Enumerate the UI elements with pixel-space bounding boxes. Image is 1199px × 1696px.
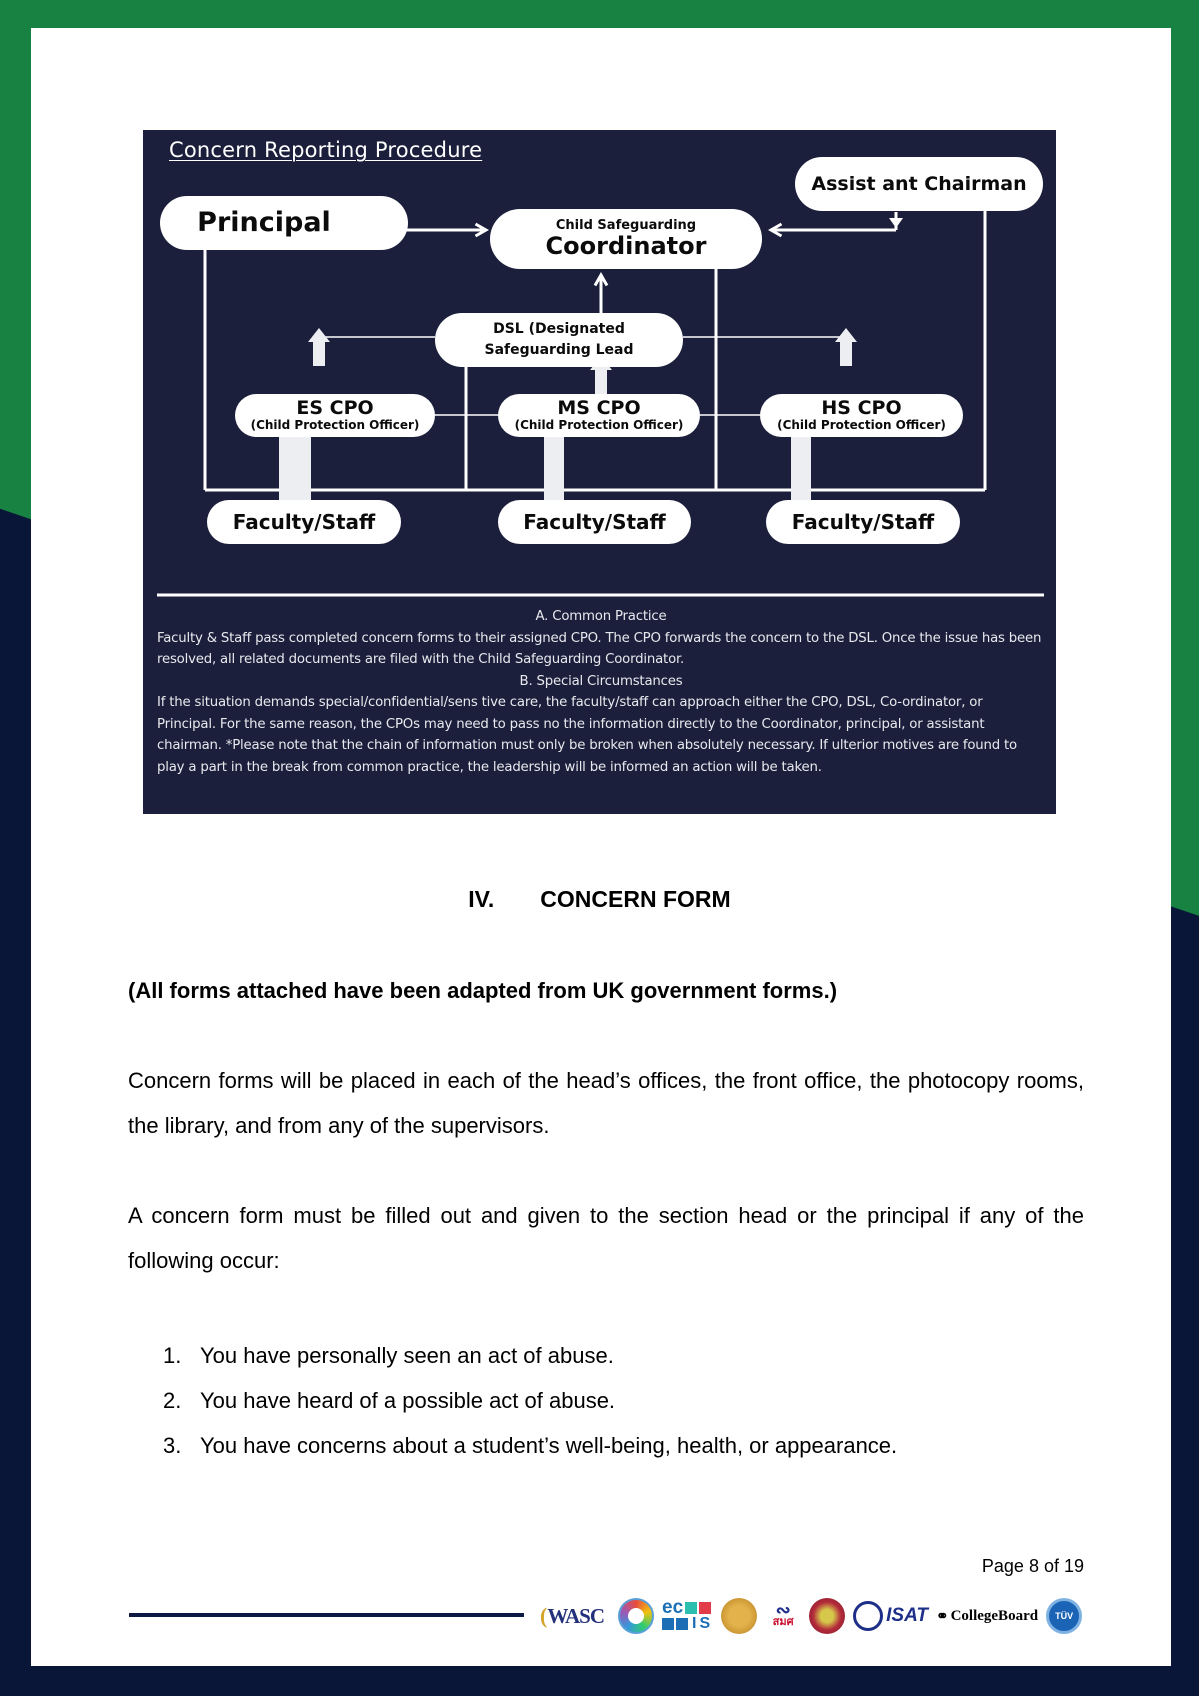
node-hs-cpo: HS CPO (Child Protection Officer) (760, 394, 963, 437)
footer-rule (129, 1613, 524, 1617)
page-number: Page 8 of 19 (981, 1556, 1084, 1576)
list-item: 3. You have concerns about a student’s well-being, health, or appearance. (163, 1433, 898, 1458)
node-assistant-chairman: Assist ant Chairman (795, 157, 1043, 211)
node-principal: Principal (160, 196, 408, 250)
diagram-title: Concern Reporting Procedure (169, 138, 483, 162)
eaa-circle-logo-icon (618, 1598, 654, 1634)
smak-logo: ∾ สมศ (772, 1600, 794, 1628)
paragraph-when-to-fill: A concern form must be filled out and given to the section head or the principal if any of the following occur: (128, 1203, 1084, 1273)
tuv-logo: TÜV (1046, 1598, 1082, 1634)
forms-note: (All forms attached have been adapted from UK government forms.) (128, 978, 838, 1003)
section-heading (0, 886, 1199, 913)
node-coordinator: Child Safeguarding Coordinator (490, 209, 762, 269)
occurrence-list (163, 1333, 897, 1468)
wasc-logo: ( WASC (539, 1603, 604, 1628)
accreditation-logos (534, 1596, 1082, 1636)
thai-seal-logo-icon (721, 1598, 757, 1634)
isat-globe-icon (853, 1601, 883, 1631)
note-b-heading: B. Special Circumstances (519, 673, 683, 689)
list-item: 2. You have heard of a possible act of abuse. (163, 1388, 616, 1413)
mandala-logo-icon (809, 1598, 845, 1634)
isat-logo: ISAT (853, 1601, 928, 1631)
concern-reporting-diagram (143, 130, 1056, 814)
paragraph-form-locations: Concern forms will be placed in each of the head’s offices, the front office, the photocopy rooms, the library, and from any of the supervisors. (128, 1068, 1084, 1138)
note-a-text: Faculty & Staff pass completed concern forms to their assigned CPO. The CPO forwards the concern to the DSL. Once the issue has been resolved, all related documents are filed with the Child Safeguarding Coordinator. (157, 630, 1042, 667)
acorn-icon: ⚭ (936, 1608, 949, 1625)
node-faculty-staff-ms: Faculty/Staff (498, 500, 691, 544)
node-ms-cpo: MS CPO (Child Protection Officer) (498, 394, 700, 437)
note-b-text: If the situation demands special/confidential/sens tive care, the faculty/staff can approach either the CPO, DSL, Co-ordinator, or Principal. For the same reason, the CPOs may need to pass no the information directly to the Coordinator, principal, or assistant chairman. *Please note that the chain of information must only be broken when absolutely necessary. If ulterior motives are found to play a part in the break from common practice, the leadership will be informed an action will be taken. (157, 695, 1017, 775)
ecis-logo: ec IS (662, 1597, 714, 1632)
node-es-cpo: ES CPO (Child Protection Officer) (235, 394, 435, 437)
wasc-swoosh-icon: ( (539, 1603, 547, 1628)
node-faculty-staff-hs: Faculty/Staff (766, 500, 960, 544)
section-title: CONCERN FORM (540, 886, 731, 912)
note-a-heading: A. Common Practice (535, 609, 667, 624)
node-dsl: DSL (Designated Safeguarding Lead (435, 313, 683, 367)
smak-wing-icon: ∾ (775, 1600, 791, 1620)
list-item: 1. You have personally seen an act of abuse. (163, 1343, 614, 1368)
section-number: IV. (468, 886, 495, 912)
node-faculty-staff-es: Faculty/Staff (207, 500, 401, 544)
collegeboard-logo: ⚭ CollegeBoard (936, 1607, 1039, 1625)
diagram-notes (157, 606, 1045, 778)
